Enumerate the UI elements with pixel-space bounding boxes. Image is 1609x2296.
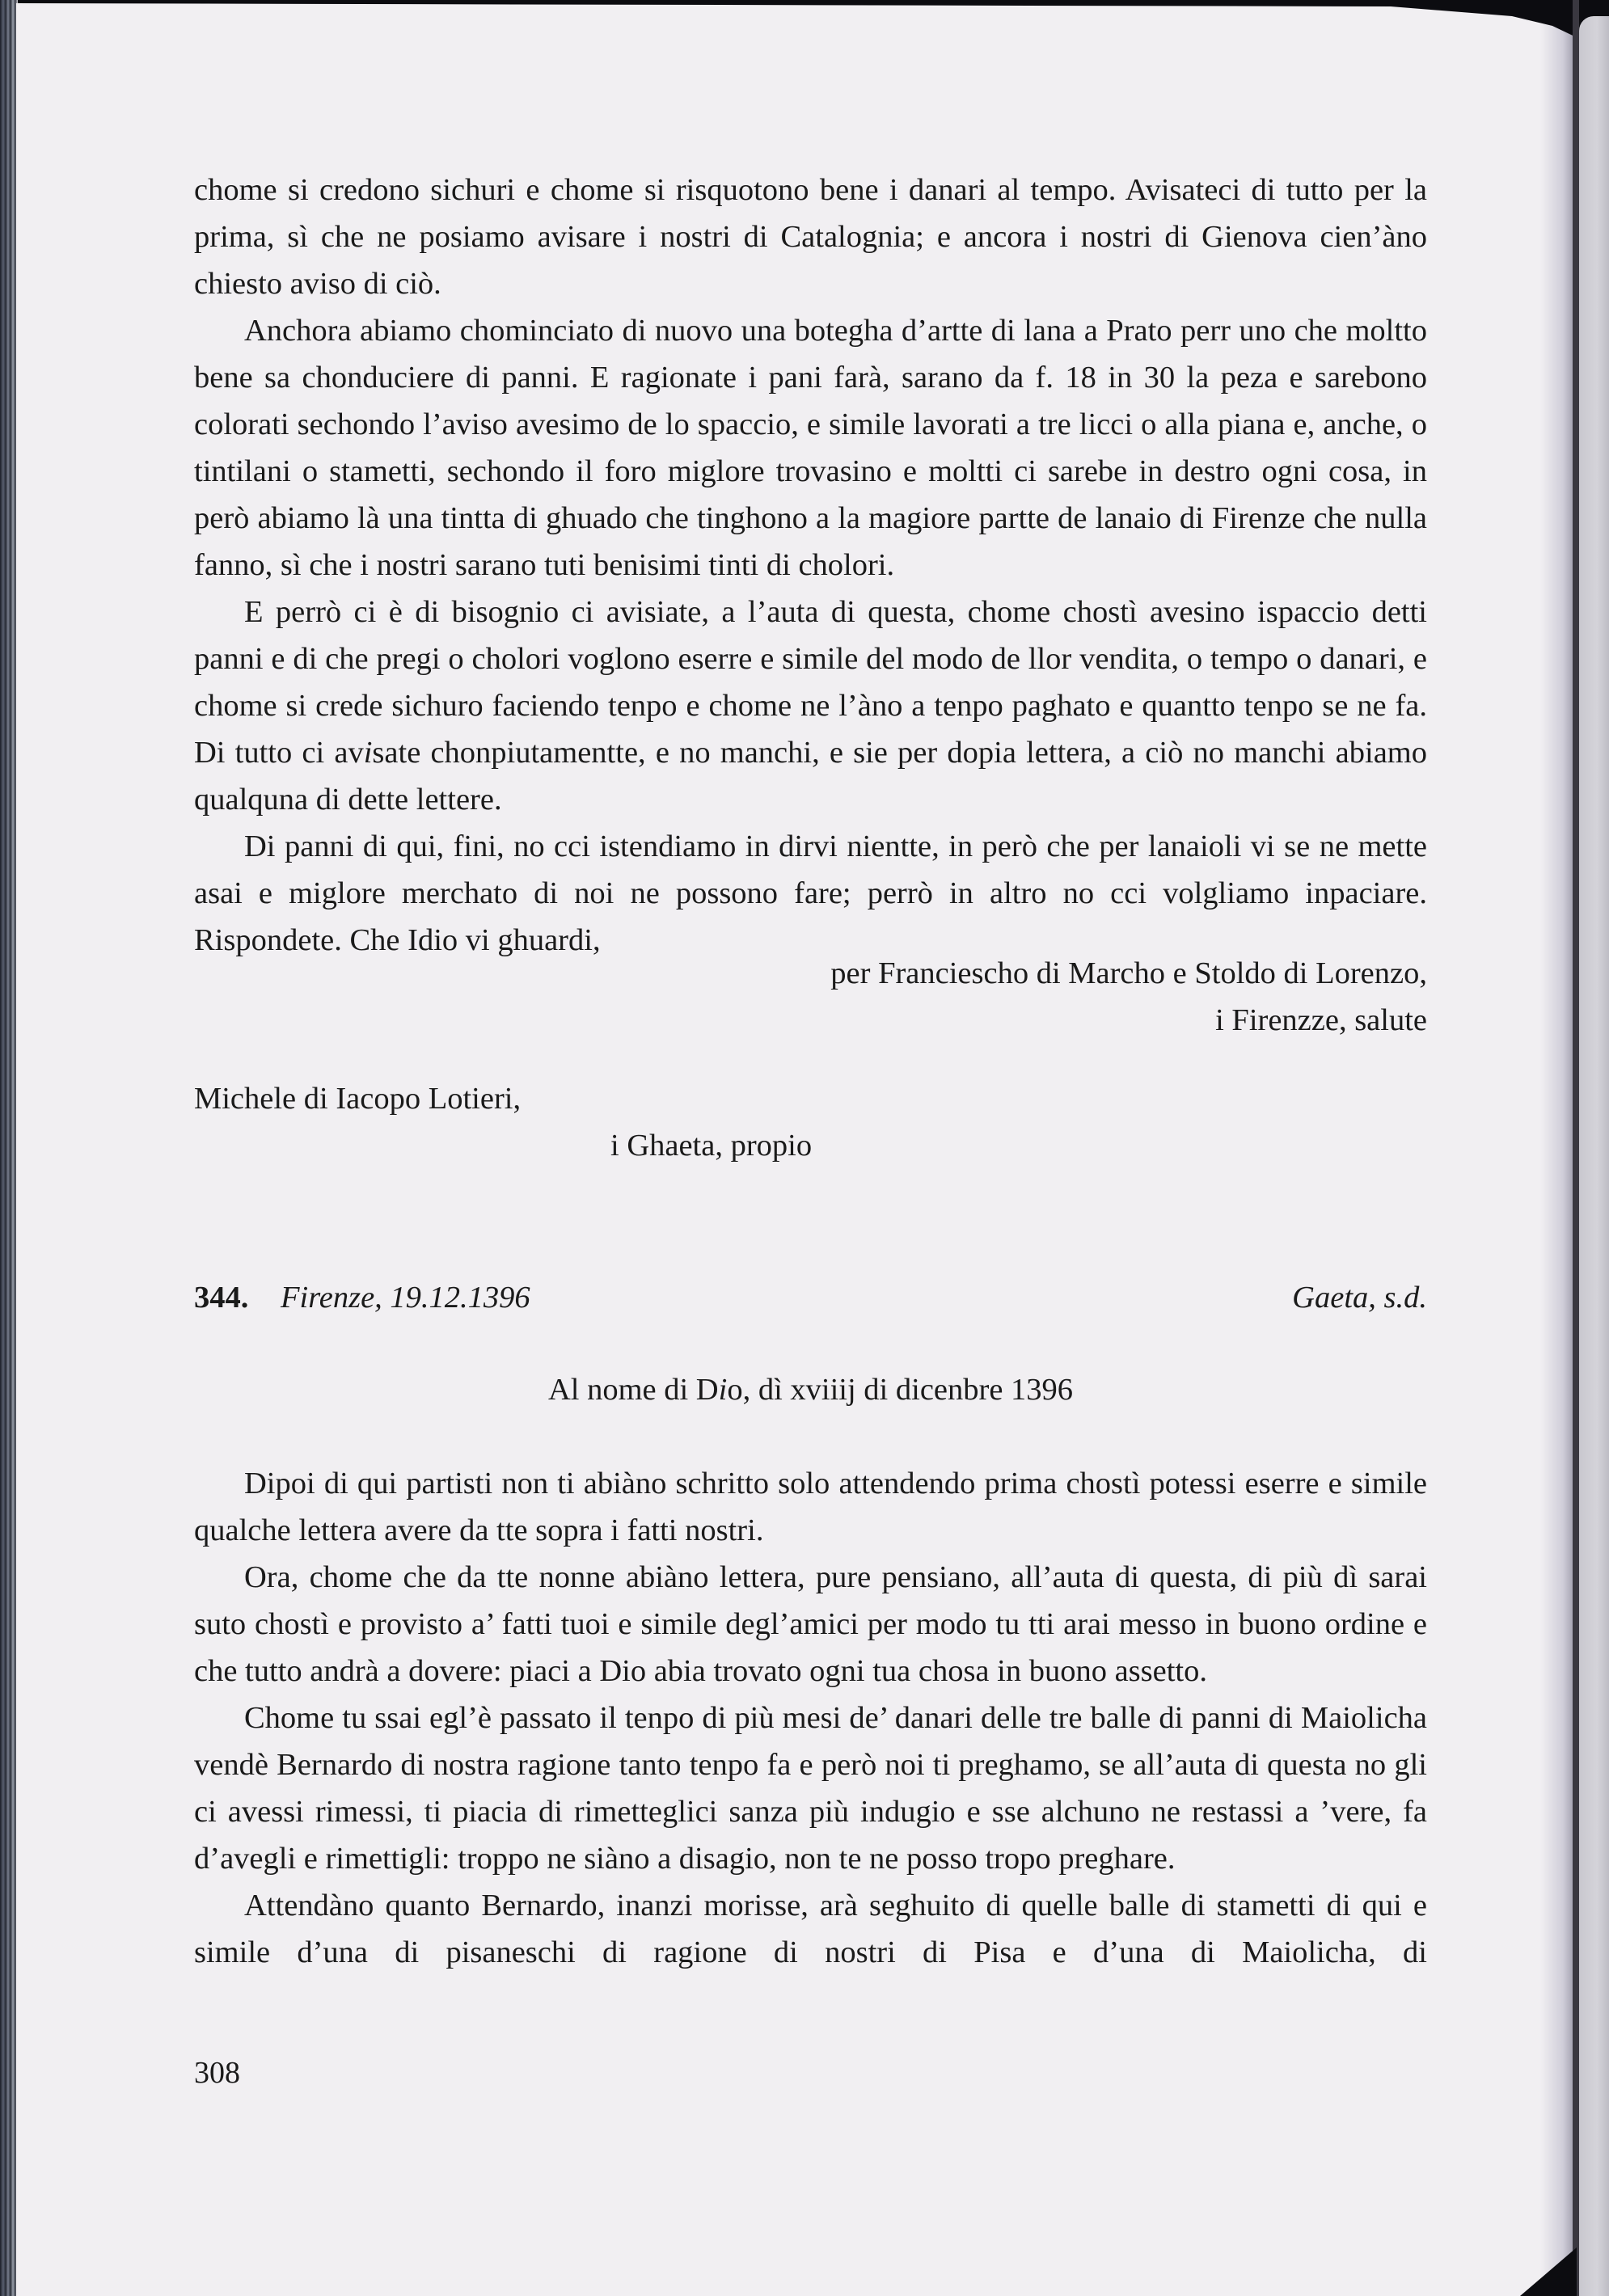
italic-correction: i (363, 736, 373, 770)
text-run: sate chonpiutamentte, e no manchi, e sie per dopia lettera, a ciò no manchi abiamo qualquna di dette lettere. (194, 736, 1427, 817)
text-run: Al nome di D (547, 1373, 719, 1407)
paragraph: chome si credono sichuri e chome si risquotono bene i danari al tempo. Avisateci di tutto per la prima, sì che ne posiamo avisare i nostri di Catalognia; e ancora i nostri di Gienova cien’àno chiesto aviso di ciò. (194, 173, 1427, 301)
paragraph: Di panni di qui, fini, no cci istendiamo in dirvi nientte, in però che per lanaioli vi se ne mette asai e miglore merchato di noi ne possono fare; perrò in altro no cci volgliamo inpaciare. Rispondete. Che Idio vi ghuardi, (194, 829, 1427, 957)
adjacent-page-edge (1579, 16, 1609, 2296)
letter-destination: Gaeta, s.d. (1292, 1281, 1427, 1315)
letter-number: 344. (194, 1281, 249, 1315)
paragraph: Ora, chome che da tte nonne abiàno lettera, pure pensiano, all’auta di questa, di più dì sarai suto chostì e provisto a’ fatti tuoi e simile degl’amici per modo tu tti arai messo in buono ordine e che tutto andrà a dovere: piaci a Dio abia trovato ogni tua chosa in buono assetto. (194, 1560, 1427, 1688)
recipient-name: Michele di Iacopo Lotieri, (194, 1082, 522, 1116)
text-run: E perrò ci è di bisognio ci avisiate, a l’auta di questa, chome chostì avesino ispaccio detti panni e di che pregi o cholori voglono eserre e simile del modo de llor vendita, o tempo o danari, e chome si crede sichuro faciendo tenpo e chome ne l’àno a tenpo paghato e quantto tenpo se ne fa. Di tutto ci av (194, 595, 1427, 770)
letter-343-address (194, 1075, 1427, 1169)
recipient-place: i Ghaeta, propio (610, 1129, 813, 1163)
letter-343-closing (194, 950, 1427, 1044)
paragraph: Anchora abiamo chominciato di nuovo una botegha d’artte di lana a Prato perr uno che moltto bene sa chonduciere di panni. E ragionate i pani farà, sarano da f. 18 in 30 la peza e sarebono colorati sechondo l’aviso avesimo de lo spaccio, e simile lavorati a tre licci o alla piana e, anche, o tintilani o stametti, sechondo il foro miglore trovasino e moltti ci sarebe in destro ogni cosa, in però abiamo là una tintta di ghuado che tinghono a la magiore partte de lanaio di Firenze che nulla fanno, sì che i nostri sarano tuti benisimi tinti di cholori. (194, 314, 1427, 582)
page-number: 308 (194, 2056, 240, 2090)
paragraph: Chome tu ssai egl’è passato il tenpo di più mesi de’ danari delle tre balle di panni di Maiolicha vendè Bernardo di nostra ragione tanto tenpo fa e però noi ti preghamo, se all’auta di questa no gli ci avessi rimessi, ti piacia di rimetteglici sanza più indugio e sse alchuno ne restassi a ’vere, fa d’avegli e rimettigli: troppo ne siàno a disagio, non te ne posso tropo preghare. (194, 1701, 1427, 1876)
letter-origin-group (194, 1274, 530, 1321)
sender-line: per Franciescho di Marcho e Stoldo di Lorenzo, (830, 956, 1427, 990)
book-gutter (1573, 0, 1579, 2296)
letter-343-body (194, 167, 1427, 964)
letter-344-body (194, 1460, 1427, 1976)
letter-344-header (194, 1274, 1427, 1321)
letter-opening-formula (194, 1366, 1427, 1413)
letter-origin-date: Firenze, 19.12.1396 (281, 1281, 530, 1315)
paragraph (194, 589, 1427, 823)
sender-place: i Firenzze, salute (1215, 1003, 1427, 1037)
paragraph: Dipoi di qui partisti non ti abiàno schritto solo attendendo prima chostì potessi eserre e simile qualche lettera avere da tte sopra i fatti nostri. (194, 1467, 1427, 1547)
book-page-edges-left (0, 0, 18, 2296)
paragraph: Attendàno quanto Bernardo, inanzi morisse, arà seghuito di quelle balle di stametti di qui e simile d’una di pisaneschi di ragione di nostri di Pisa e d’una di Maiolicha, di (194, 1889, 1427, 1969)
italic-correction: i (718, 1373, 728, 1407)
text-run: o, dì xviiij di dicenbre 1396 (727, 1373, 1074, 1407)
page-curl-shadow (1540, 3, 1573, 2296)
